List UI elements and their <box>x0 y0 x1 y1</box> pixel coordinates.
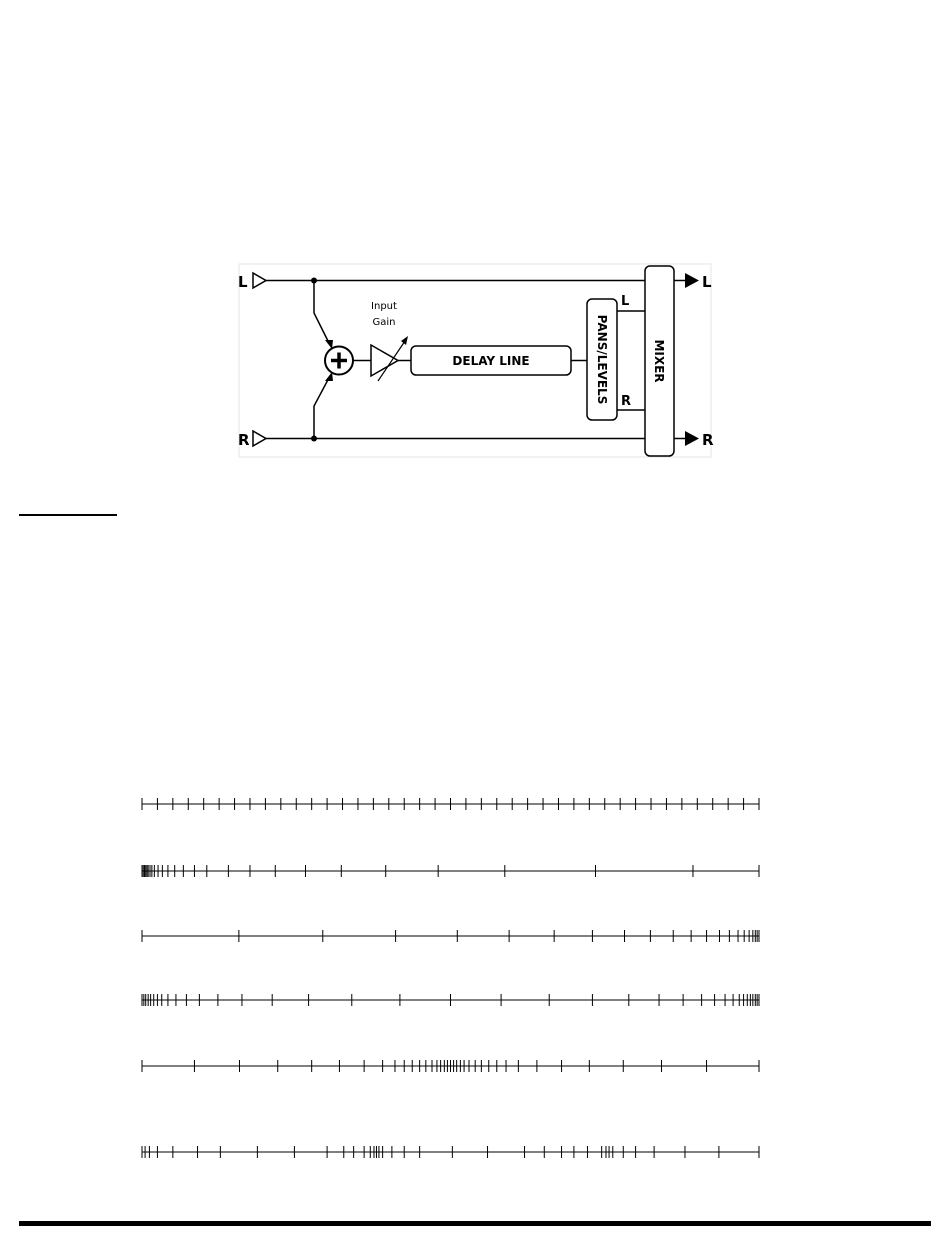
tick-scale-double-log <box>142 994 759 1006</box>
tick-scale-log-left <box>142 865 759 877</box>
input-right-label: R <box>238 431 250 449</box>
input-left-label: L <box>238 273 248 291</box>
pans-right-label: R <box>621 394 632 409</box>
footer-rule <box>19 1221 931 1226</box>
tick-scale-center-dense <box>142 1060 759 1072</box>
tick-scale-log-right <box>142 930 759 942</box>
delay-line-label: DELAY LINE <box>452 354 530 368</box>
output-right-label: R <box>702 431 714 449</box>
input-gain-label-line1: Input <box>371 301 397 312</box>
tick-scale-linear <box>142 798 759 810</box>
output-left-label: L <box>702 273 712 291</box>
tick-scale-clustered <box>142 1146 759 1158</box>
input-gain-label-line2: Gain <box>372 317 396 328</box>
pans-left-label: L <box>621 294 630 309</box>
mixer-label: MIXER <box>652 339 666 383</box>
pans-levels-label: PANS/LEVELS <box>595 314 609 405</box>
